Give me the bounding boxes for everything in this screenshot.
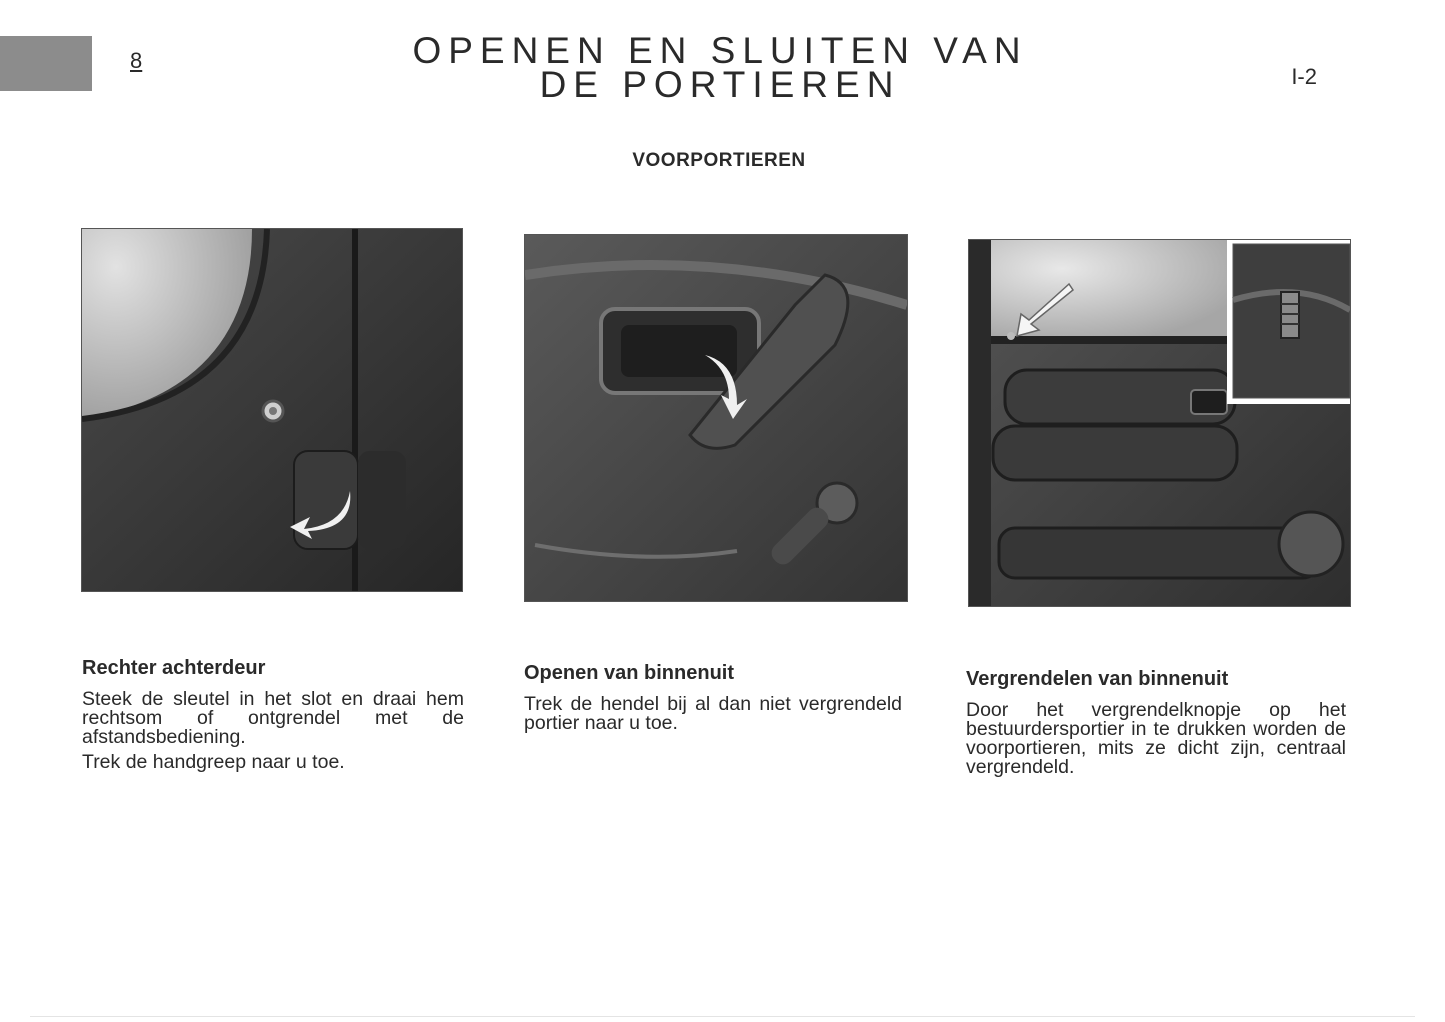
bottom-rule xyxy=(30,1016,1415,1017)
section-code: I-2 xyxy=(1291,64,1317,89)
column-paragraph: Trek de handgreep naar u toe. xyxy=(82,751,345,773)
page-number: 8 xyxy=(130,48,143,73)
column-paragraph: Steek de sleutel in het slot en draai hem rechtsom of ontgrendel met de afstandsbediening. xyxy=(82,688,464,748)
column-paragraph: Trek de hendel bij al dan niet vergrendeld portier naar u toe. xyxy=(524,693,902,734)
column-heading: Vergrendelen van binnenuit xyxy=(966,668,1229,690)
column-heading: Openen van binnenuit xyxy=(524,662,735,684)
section-heading: VOORPORTIEREN xyxy=(632,150,806,171)
column-paragraph: Door het vergrendelknopje op het bestuurdersportier in te drukken worden de voorportieren, mits ze dicht zijn, centraal vergrendeld. xyxy=(966,699,1346,778)
column-open-inside xyxy=(524,662,902,739)
page-title-line2: DE PORTIEREN xyxy=(539,64,901,105)
column-heading: Rechter achterdeur xyxy=(82,657,266,679)
page-title xyxy=(300,30,1140,105)
page-title-line1: OPENEN EN SLUITEN VAN xyxy=(412,30,1028,71)
photo-rear-door-exterior xyxy=(81,228,463,592)
column-rear-door xyxy=(82,657,464,778)
photo-inner-door-handle xyxy=(524,234,908,602)
column-lock-inside xyxy=(966,668,1346,783)
photo-driver-door-lock-knob xyxy=(968,239,1351,607)
chapter-tab-marker xyxy=(0,36,92,91)
